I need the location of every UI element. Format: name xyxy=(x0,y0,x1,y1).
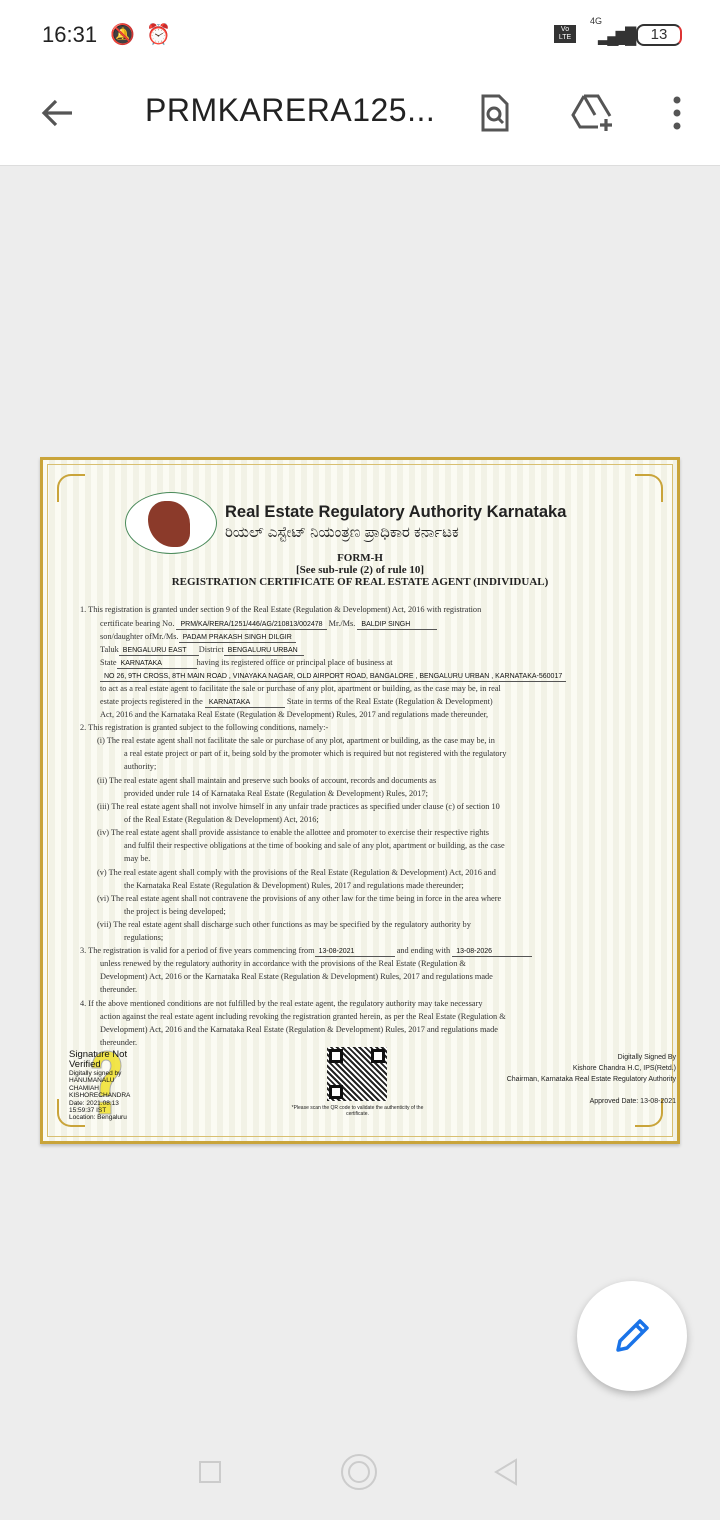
document-title: PRMKARERA125... xyxy=(145,92,436,128)
alarm-icon: ⏰ xyxy=(146,24,171,46)
edit-button[interactable] xyxy=(577,1281,687,1391)
signature-status: Signature Not Verified xyxy=(69,1049,128,1070)
pencil-icon xyxy=(612,1316,652,1356)
mute-icon: 🔕 xyxy=(110,24,135,46)
line-text: and fulfil their respective obligations at the time of booking and sale of any plot, apartment or building, as the case xyxy=(124,841,505,850)
signature-detail: Location: Bengaluru xyxy=(69,1114,127,1122)
certificate-line xyxy=(100,684,501,694)
line-text: son/daughter ofMr./Ms. xyxy=(100,632,179,641)
volte-icon: Vo LTE xyxy=(554,25,576,43)
certificate-line xyxy=(100,697,493,708)
karnataka-map-emblem xyxy=(148,501,190,547)
line-text: State in terms of the Real Estate (Regulation & Development) xyxy=(284,697,493,706)
search-document-button[interactable] xyxy=(470,88,520,138)
certificate-line xyxy=(124,789,428,799)
more-vert-icon xyxy=(672,96,682,130)
certificate-line xyxy=(97,894,501,904)
certificate-line xyxy=(124,815,319,825)
signed-by-label: Digitally Signed By xyxy=(617,1054,676,1061)
signature-detail: CHAMIAH xyxy=(69,1084,99,1092)
line-text: (v) The real estate agent shall comply with the provisions of the Real Estate (Regulation & Development) Act, 2016 and xyxy=(97,868,496,877)
line-text: 4. If the above mentioned conditions are not fulfilled by the real estate agent, the regulatory authority may take necessary xyxy=(80,999,483,1008)
certificate-line xyxy=(97,736,495,746)
find-in-page-icon xyxy=(479,94,511,132)
certificate-line xyxy=(100,1025,498,1035)
app-bar xyxy=(0,70,720,166)
line-text: (iv) The real estate agent shall provide assistance to enable the allottee and promoter to exercise their respective rights xyxy=(97,828,489,837)
certificate-line xyxy=(100,1038,137,1048)
battery-indicator: 13 xyxy=(636,24,682,46)
certificate-line xyxy=(100,671,566,682)
certificate-line xyxy=(100,959,466,969)
certificate-line xyxy=(124,841,505,851)
line-text: certificate bearing No. xyxy=(100,619,177,628)
certificate-line xyxy=(97,802,500,812)
line-text: regulations; xyxy=(124,933,164,942)
signer-name: Kishore Chandra H.C, IPS(Retd.) xyxy=(572,1065,676,1072)
field-value: BENGALURU URBAN xyxy=(224,647,304,656)
form-label: FORM-H xyxy=(337,552,383,564)
line-text: 3. The registration is valid for a period of five years commencing from xyxy=(80,946,315,955)
line-text: 2. This registration is granted subject to the following conditions, namely:- xyxy=(80,723,329,732)
line-text: Mr./Ms. xyxy=(326,619,358,628)
line-text: Development) Act, 2016 and the Karnataka Real Estate (Regulation & Development) Rules, 2017 and regulations made xyxy=(100,1025,498,1034)
sub-rule: [See sub-rule (2) of rule 10] xyxy=(295,564,424,576)
certificate-heading: REGISTRATION CERTIFICATE OF REAL ESTATE AGENT (INDIVIDUAL) xyxy=(171,576,549,588)
field-value: 13-08-2026 xyxy=(452,948,532,957)
line-text: Taluk xyxy=(100,645,119,654)
signature-detail: Date: 2021.08.13 xyxy=(69,1099,119,1107)
back-button[interactable] xyxy=(32,88,82,138)
approved-date: Approved Date: 13-08-2021 xyxy=(589,1098,676,1105)
recents-button[interactable] xyxy=(199,1461,221,1483)
corner-ornament xyxy=(635,474,663,502)
line-text: the project is being developed; xyxy=(124,907,226,916)
line-text: and ending with xyxy=(394,946,453,955)
signature-detail: 15:59:37 IST xyxy=(69,1107,107,1115)
signature-detail: HANUMANALU xyxy=(69,1077,115,1085)
certificate-line xyxy=(80,999,482,1009)
field-value: BENGALURU EAST xyxy=(119,647,199,656)
line-text: Act, 2016 and the Karnataka Real Estate (Regulation & Development) Rules, 2017 and regulations made thereunder, xyxy=(100,710,489,719)
line-text: (iii) The real estate agent shall not involve himself in any unfair trade practices as specified under clause (c) of section 10 xyxy=(97,802,500,811)
line-text: State xyxy=(100,658,117,667)
digital-signature-block xyxy=(69,1050,144,1122)
clock: 16:31 xyxy=(42,22,98,47)
line-text: District xyxy=(198,645,224,654)
line-text: may be. xyxy=(124,854,151,863)
field-value: KARNATAKA xyxy=(205,699,285,708)
certificate-line xyxy=(124,881,464,891)
signature-details xyxy=(69,1070,144,1122)
certificate-line xyxy=(80,723,328,733)
line-text: thereunder. xyxy=(100,985,138,994)
line-text: a real estate project or part of it, being sold by the promoter which is required but not registered with the regulatory xyxy=(124,749,507,758)
line-text: Development) Act, 2016 or the Karnataka Real Estate (Regulation & Development) Rules, 2017 and regulations made xyxy=(100,972,493,981)
line-text: the Karnataka Real Estate (Regulation & Development) Rules, 2017 and regulations made thereunder; xyxy=(124,881,464,890)
certificate-line xyxy=(100,632,296,643)
line-text: authority; xyxy=(124,762,157,771)
certificate-line xyxy=(124,762,156,772)
line-text: (vii) The real estate agent shall discharge such other functions as may be specified by the regulatory authority by xyxy=(97,920,471,929)
line-text: estate projects registered in the xyxy=(100,697,205,706)
line-text: (i) The real estate agent shall not facilitate the sale or purchase of any plot, apartment or building, as the case may be, in xyxy=(97,736,495,745)
certificate-line xyxy=(97,920,471,930)
line-text: action against the real estate agent including revoking the registration granted herein, as per the Real Estate (Regulation & xyxy=(100,1012,506,1021)
status-bar xyxy=(0,0,720,70)
certificate-line xyxy=(100,1012,506,1022)
certificate-line xyxy=(97,868,496,878)
home-button[interactable] xyxy=(341,1454,377,1490)
certificate-line xyxy=(100,710,488,720)
certificate-line xyxy=(80,946,532,957)
signature-detail: Digitally signed by xyxy=(69,1070,122,1077)
certificate-line xyxy=(124,933,163,943)
corner-ornament xyxy=(57,474,85,502)
certificate-line xyxy=(97,828,489,838)
arrow-left-icon xyxy=(40,98,74,128)
more-options-button[interactable] xyxy=(652,88,702,138)
line-text: 1. This registration is granted under section 9 of the Real Estate (Regulation & Development) Act, 2016 with registration xyxy=(80,605,482,614)
certificate-line xyxy=(100,619,437,630)
org-name-english: Real Estate Regulatory Authority Karnataka xyxy=(225,503,567,521)
field-value: KARNATAKA xyxy=(117,660,197,669)
rera-karnataka-seal xyxy=(125,492,217,554)
certificate-line xyxy=(97,776,436,786)
certificate-line xyxy=(100,658,393,669)
line-text: to act as a real estate agent to facilitate the sale or purchase of any plot, apartment or building, as the case may be, in real xyxy=(100,684,501,693)
line-text: unless renewed by the regulatory authority in accordance with the provisions of the Real Estate (Regulation & xyxy=(100,959,466,968)
qr-note: *Please scan the QR code to validate the authenticity of the certificate. xyxy=(291,1105,424,1117)
field-value: BALDIP SINGH xyxy=(357,621,437,630)
certificate-line xyxy=(124,907,226,917)
certificate-line xyxy=(100,985,137,995)
org-name-kannada: ರಿಯಲ್ ಎಸ್ಟೇಟ್ ನಿಯಂತ್ರಣ ಪ್ರಾಧಿಕಾರ ಕರ್ನಾಟಕ xyxy=(225,524,459,541)
add-to-drive-icon xyxy=(570,93,616,133)
certificate-line xyxy=(100,972,493,982)
line-text: thereunder. xyxy=(100,1038,138,1047)
line-text: of the Real Estate (Regulation & Development) Act, 2016; xyxy=(124,815,319,824)
network-type: 4G xyxy=(590,16,603,26)
add-to-drive-button[interactable] xyxy=(568,88,618,138)
line-text: having its registered office or principal place of business at xyxy=(196,658,393,667)
field-value: 13-08-2021 xyxy=(315,948,395,957)
line-text: provided under rule 14 of Karnataka Real Estate (Regulation & Development) Rules, 2017; xyxy=(124,789,428,798)
back-nav-button[interactable] xyxy=(494,1458,518,1486)
signer-title: Chairman, Karnataka Real Estate Regulatory Authority xyxy=(506,1076,676,1083)
certificate-line xyxy=(124,854,150,864)
field-value: NO 26, 9TH CROSS, 8TH MAIN ROAD , VINAYAKA NAGAR, OLD AIRPORT ROAD, BANGALORE , BENGALURU URBAN , KARNATAKA-560017 xyxy=(100,673,566,682)
field-value: PADAM PRAKASH SINGH DILGIR xyxy=(179,634,296,643)
certificate-line xyxy=(124,749,506,759)
certificate-line xyxy=(100,645,304,656)
line-text: (ii) The real estate agent shall maintain and preserve such books of account, records and documents as xyxy=(97,776,437,785)
home-icon xyxy=(348,1461,370,1483)
signature-detail: KISHORECHANDRA xyxy=(69,1092,131,1100)
line-text: (vi) The real estate agent shall not contravene the provisions of any other law for the time being in force in the area where xyxy=(97,894,502,903)
field-value: PRM/KA/RERA/1251/446/AG/210813/002478 xyxy=(176,621,326,630)
certificate-line xyxy=(80,605,481,615)
signal-icon: ▂▄▆█ xyxy=(598,28,634,45)
qr-code xyxy=(327,1047,387,1101)
